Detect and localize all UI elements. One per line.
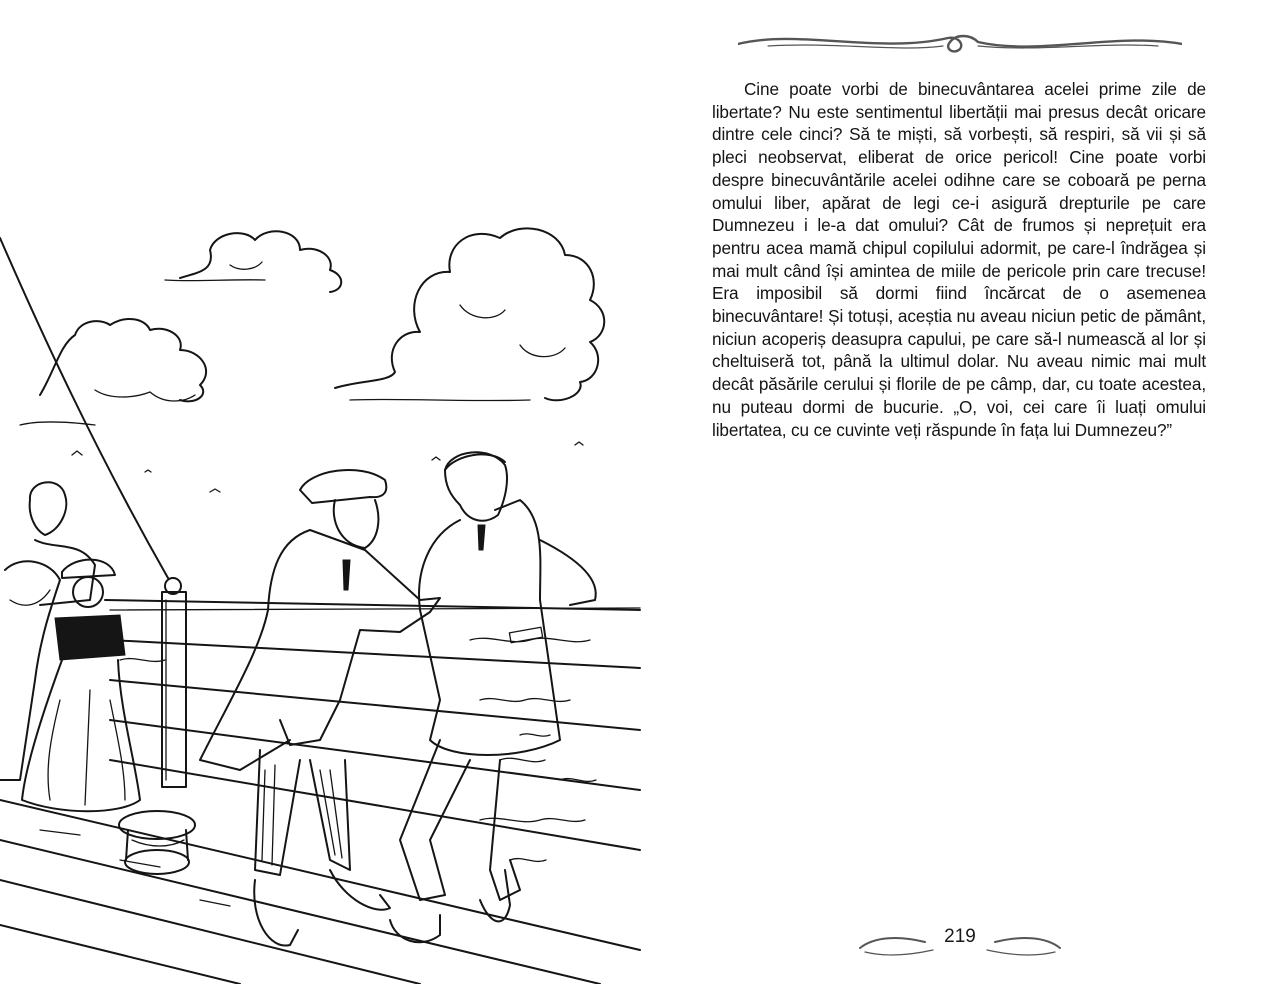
cloud-left — [20, 319, 206, 425]
bearded-man-figure — [30, 482, 95, 605]
cloud-center — [165, 231, 341, 292]
sea-waves — [110, 608, 640, 861]
page-footer — [855, 918, 1065, 962]
page-number: 219 — [944, 926, 976, 947]
rope — [0, 238, 168, 578]
deck-planks — [0, 800, 640, 984]
body-paragraph: Cine poate vorbi de binecuvântarea acelei prime zile de libertate? Nu este sentimentul libertății mai presus decât oricare dintre cele cinci? Să te miști, să vorbești, să respiri, să vii și să pleci neobservat, eliberat de orice pericol! Cine poate vorbi despre binecuvântările acelei odihne care se coboară pe perna omului liber, apărat de legi ce-i asigură drepturile pe care Dumnezeu i le-a dat omului? Cât de frumos și neprețuit era pentru acea mamă chipul copilului adormit, pe care-l îndrăgea și mai mult când își amintea de miile de pericole prin care trecuse! Era imposibil să dormi fiind încărcat de o asemenea binecuvântare! Și totuși, aceștia nu aveau niciun petic de pământ, niciun acoperiș deasupra capului, pe care să-l numească al lor și cheltuiseră tot, până la ultimul dolar. Nu aveau nimic mai mult decât păsările cerului și florile de pe câmp, dar, cu toate acestea, nu puteau dormi de bucurie. „O, voi, cei care îi luați omului libertatea, cu ce cuvinte veți răspunde în fața lui Dumnezeu?” — [712, 79, 1206, 440]
text-page — [700, 0, 1280, 984]
flourish-ornament-top — [738, 24, 1182, 64]
girl-figure — [22, 560, 140, 812]
woman-left-figure — [0, 561, 60, 780]
cloud-right — [335, 228, 604, 400]
tall-man-figure — [390, 452, 596, 942]
